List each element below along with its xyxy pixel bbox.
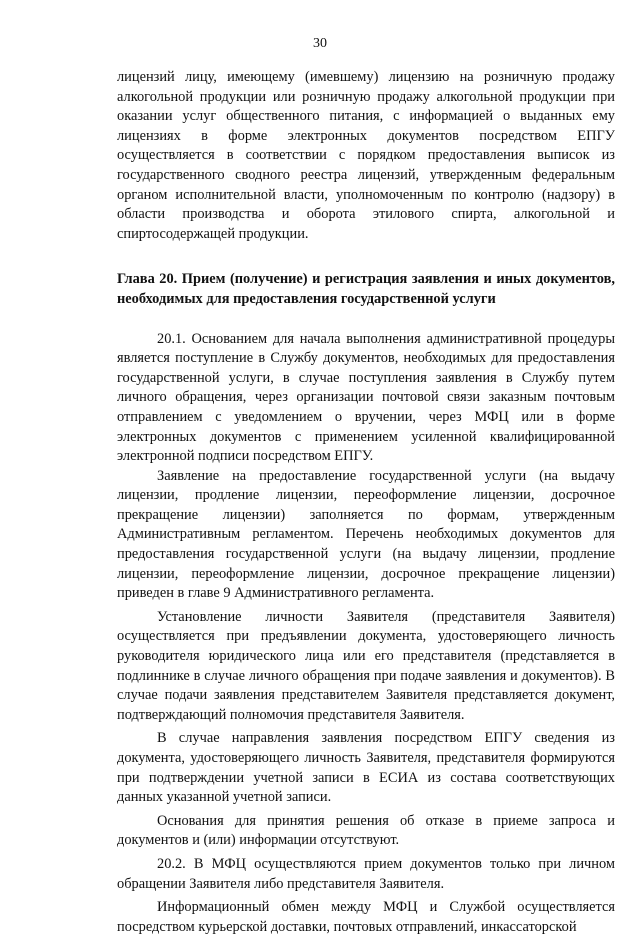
page-number: 30 [313,36,327,51]
chapter-heading: Глава 20. Прием (получение) и регистрация заявления и иных документов, необходимых для предоставления государственной услуги [117,271,615,307]
paragraph-refusal-grounds: Основания для принятия решения об отказе в приеме запроса и документов и (или) информации отсутствуют. [117,812,615,849]
paragraph-identity: Установление личности Заявителя (представителя Заявителя) осуществляется при предъявлении документа, удостоверяющего личность руководителя юридического лица или его представителя (представляется в подлиннике в случае личного обращения при подаче заявления и документов). В случае подачи заявления представителем Заявителя представляется документ, подтверждающий полномочия представителя Заявителя. [117,608,615,723]
paragraph-info-exchange: Информационный обмен между МФЦ и Службой осуществляется посредством курьерской доставки, почтовых отправлений, инкассаторской [117,899,615,935]
paragraph-20-2: 20.2. В МФЦ осуществляются прием документов только при личном обращении Заявителя либо представителя Заявителя. [117,855,615,892]
intro-paragraph: лицензий лицу, имеющему (имевшему) лицензию на розничную продажу алкогольной продукции или розничную продажу алкогольной продукции при оказании услуг общественного питания, с информацией о выданных ему лицензиях в форме электронных документов посредством ЕПГУ осуществляется в соответствии с порядком предоставления выписок из государственного сводного реестра лицензий, утвержденным федеральным органом исполнительной власти, уполномоченным по контролю (надзору) в области производства и оборота этилового спирта, алкогольной и спиртосодержащей продукции. [117,69,615,242]
paragraph-epgu: В случае направления заявления посредством ЕПГУ сведения из документа, удостоверяющего личность Заявителя, представителя формируются при подтверждении учетной записи в ЕСИА из состава соответствующих данных указанной учетной записи. [117,730,615,806]
paragraph-application-forms: Заявление на предоставление государственной услуги (на выдачу лицензии, продление лицензии, переоформление лицензии, досрочное прекращение лицензии) заполняется по формам, утвержденным Административным регламентом. Перечень необходимых документов для предоставления государственной услуги (на выдачу лицензии, продление лицензии, переоформление лицензии, досрочное прекращение лицензии) приведен в главе 9 Административного регламента. [117,467,615,602]
paragraph-20-1: 20.1. Основанием для начала выполнения административной процедуры является поступление в Службу документов, необходимых для предоставления государственной услуги, в случае поступления заявления в Службу путем личного обращения, через организации почтовой связи заказным почтовым отправлением с уведомлением о вручении, через МФЦ или в форме электронных документов с применением усиленной квалифицированной электронной подписи посредством ЕПГУ. [117,330,615,465]
document-body [117,68,615,937]
